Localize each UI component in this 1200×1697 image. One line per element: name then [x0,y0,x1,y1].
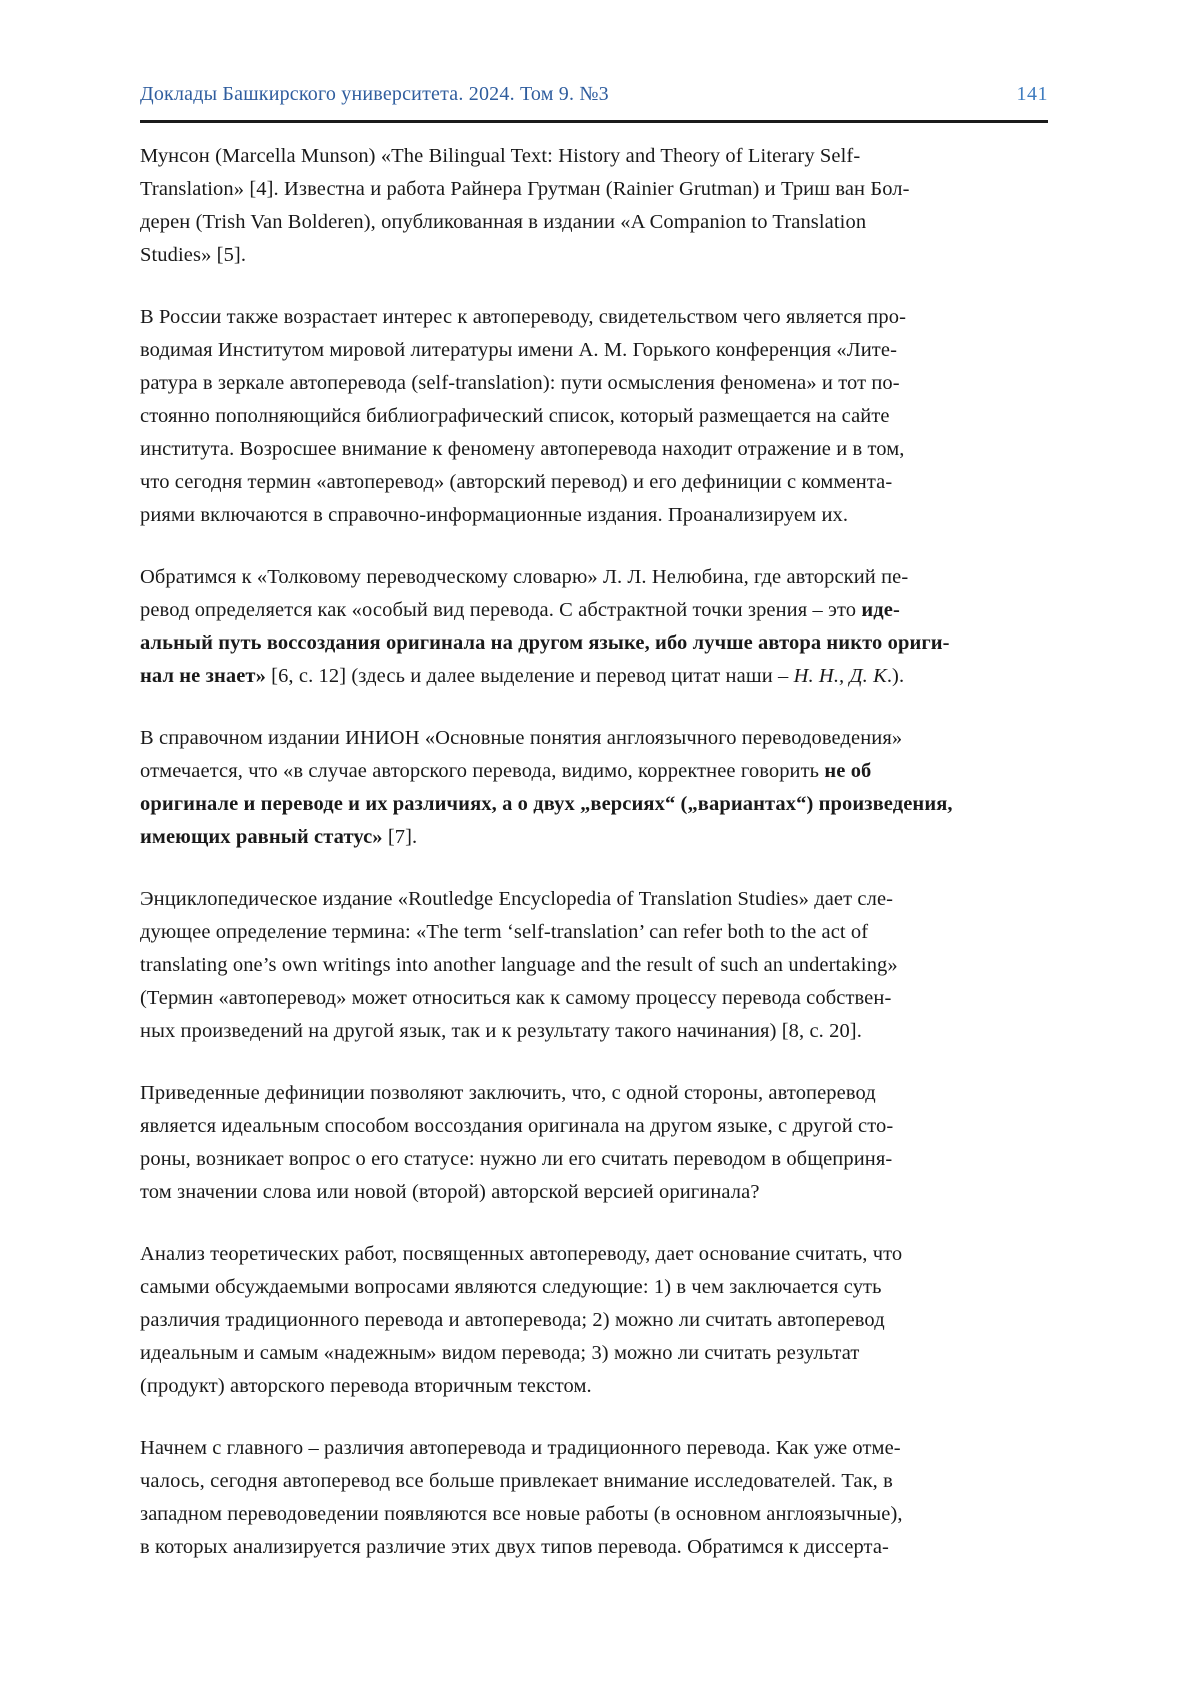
text-line [140,916,1048,949]
text-line [140,301,1048,334]
text-run: Обратимся к «Толковому переводческому словарю» Л. Л. Нелюбина, где авторский пе- [140,566,909,588]
text-line [140,1015,1048,1048]
journal-title: Доклады Башкирского университета. 2024. Том 9. №3 [140,83,609,105]
text-run: отмечается, что «в случае авторского перевода, видимо, корректнее говорить [140,760,825,782]
text-line [140,1077,1048,1110]
text-run: дерен (Trish Van Bolderen), опубликованная в издании «A Companion to Translation [140,211,867,233]
text-run: дующее определение термина: «The term ‘self-translation’ can refer both to the act of [140,921,869,943]
text-run: Начнем с главного – различия автоперевода и традиционного перевода. Как уже отме- [140,1437,901,1459]
text-run: Приведенные дефиниции позволяют заключить, что, с одной стороны, автоперевод [140,1082,876,1104]
text-line [140,1337,1048,1370]
text-run: имеющих равный статус» [140,826,383,848]
text-run: Translation» [4]. Известна и работа Райнера Грутман (Rainier Grutman) и Триш ван Бол- [140,178,910,200]
text-line [140,1370,1048,1403]
text-line [140,722,1048,755]
text-line [140,400,1048,433]
paragraph [140,722,1048,854]
text-run: [6, с. 12] (здесь и далее выделение и перевод цитат наши – [265,665,794,687]
paragraph [140,1238,1048,1403]
paragraph [140,883,1048,1048]
text-line [140,1238,1048,1271]
text-run: института. Возросшее внимание к феномену автоперевода находит отражение и в том, [140,438,905,460]
page-number: 141 [1016,83,1048,105]
text-run: что сегодня термин «автоперевод» (авторский перевод) и его дефиниции с коммента- [140,471,893,493]
text-line [140,173,1048,206]
text-line [140,334,1048,367]
text-run: том значении слова или новой (второй) авторской версией оригинала? [140,1181,760,1203]
text-run: ратура в зеркале автоперевода (self-translation): пути осмысления феномена» и тот по- [140,372,900,394]
text-run: идеальным и самым «надежным» видом перевода; 3) можно ли считать результат [140,1342,860,1364]
text-line [140,1110,1048,1143]
text-run: Н. Н., Д. К [793,665,887,687]
text-line [140,1498,1048,1531]
text-line [140,660,1048,693]
text-run: различия традиционного перевода и автоперевода; 2) можно ли считать автоперевод [140,1309,885,1331]
text-line [140,949,1048,982]
text-run: в которых анализируется различие этих двух типов перевода. Обратимся к диссерта- [140,1536,889,1558]
text-run: стоянно пополняющийся библиографический список, который размещается на сайте [140,405,890,427]
text-line [140,594,1048,627]
text-line [140,1304,1048,1337]
text-run: (продукт) авторского перевода вторичным текстом. [140,1375,592,1397]
text-line [140,499,1048,532]
text-run: водимая Институтом мировой литературы имени А. М. Горького конференция «Лите- [140,339,897,361]
paragraph [140,561,1048,693]
text-run: translating one’s own writings into another language and the result of such an undertaking» [140,954,898,976]
text-run: ревод определяется как «особый вид перевода. С абстрактной точки зрения – это [140,599,862,621]
text-line [140,466,1048,499]
text-run: [7]. [382,826,418,848]
text-run: .). [886,665,905,687]
paragraph [140,1077,1048,1209]
text-line [140,627,1048,660]
text-line [140,755,1048,788]
text-run: В России также возрастает интерес к автопереводу, свидетельством чего является про- [140,306,906,328]
text-run: Studies» [5]. [140,244,247,266]
article-body [140,140,1048,1564]
text-line [140,821,1048,854]
text-run: нал не знает» [140,665,266,687]
text-line [140,561,1048,594]
text-line [140,982,1048,1015]
text-line [140,883,1048,916]
text-line [140,367,1048,400]
text-line [140,1465,1048,1498]
text-line [140,206,1048,239]
text-run: Анализ теоретических работ, посвященных автопереводу, дает основание считать, что [140,1243,903,1265]
paragraph [140,301,1048,532]
text-run: ных произведений на другой язык, так и к результату такого начинания) [8, с. 20]. [140,1020,862,1042]
text-run: В справочном издании ИНИОН «Основные понятия англоязычного переводоведения» [140,727,903,749]
text-line [140,239,1048,272]
text-run: западном переводоведении появляются все новые работы (в основном англоязычные), [140,1503,903,1525]
text-run: чалось, сегодня автоперевод все больше привлекает внимание исследователей. Так, в [140,1470,893,1492]
text-run: риями включаются в справочно-информационные издания. Проанализируем их. [140,504,849,526]
paragraph [140,140,1048,272]
text-run: Энциклопедическое издание «Routledge Encyclopedia of Translation Studies» дает сле- [140,888,894,910]
header-rule [140,120,1048,123]
text-run: самыми обсуждаемыми вопросами являются следующие: 1) в чем заключается суть [140,1276,882,1298]
page-header [140,82,1048,106]
paragraph [140,1432,1048,1564]
text-run: является идеальным способом воссоздания оригинала на другом языке, с другой сто- [140,1115,894,1137]
text-line [140,788,1048,821]
text-line [140,1531,1048,1564]
text-run: иде- [861,599,900,621]
text-line [140,1432,1048,1465]
text-run: Мунсон (Marcella Munson) «The Bilingual Text: History and Theory of Literary Self- [140,145,861,167]
text-run: оригинале и переводе и их различиях, а о двух „версиях“ („вариантах“) произведения, [140,793,953,815]
text-line [140,1271,1048,1304]
text-run: роны, возникает вопрос о его статусе: нужно ли его считать переводом в общеприня- [140,1148,893,1170]
text-line [140,433,1048,466]
text-line [140,1143,1048,1176]
text-run: (Термин «автоперевод» может относиться как к самому процессу перевода собствен- [140,987,892,1009]
text-run: не об [824,760,872,782]
text-line [140,140,1048,173]
text-run: альный путь воссоздания оригинала на другом языке, ибо лучше автора никто ориги- [140,632,950,654]
text-line [140,1176,1048,1209]
